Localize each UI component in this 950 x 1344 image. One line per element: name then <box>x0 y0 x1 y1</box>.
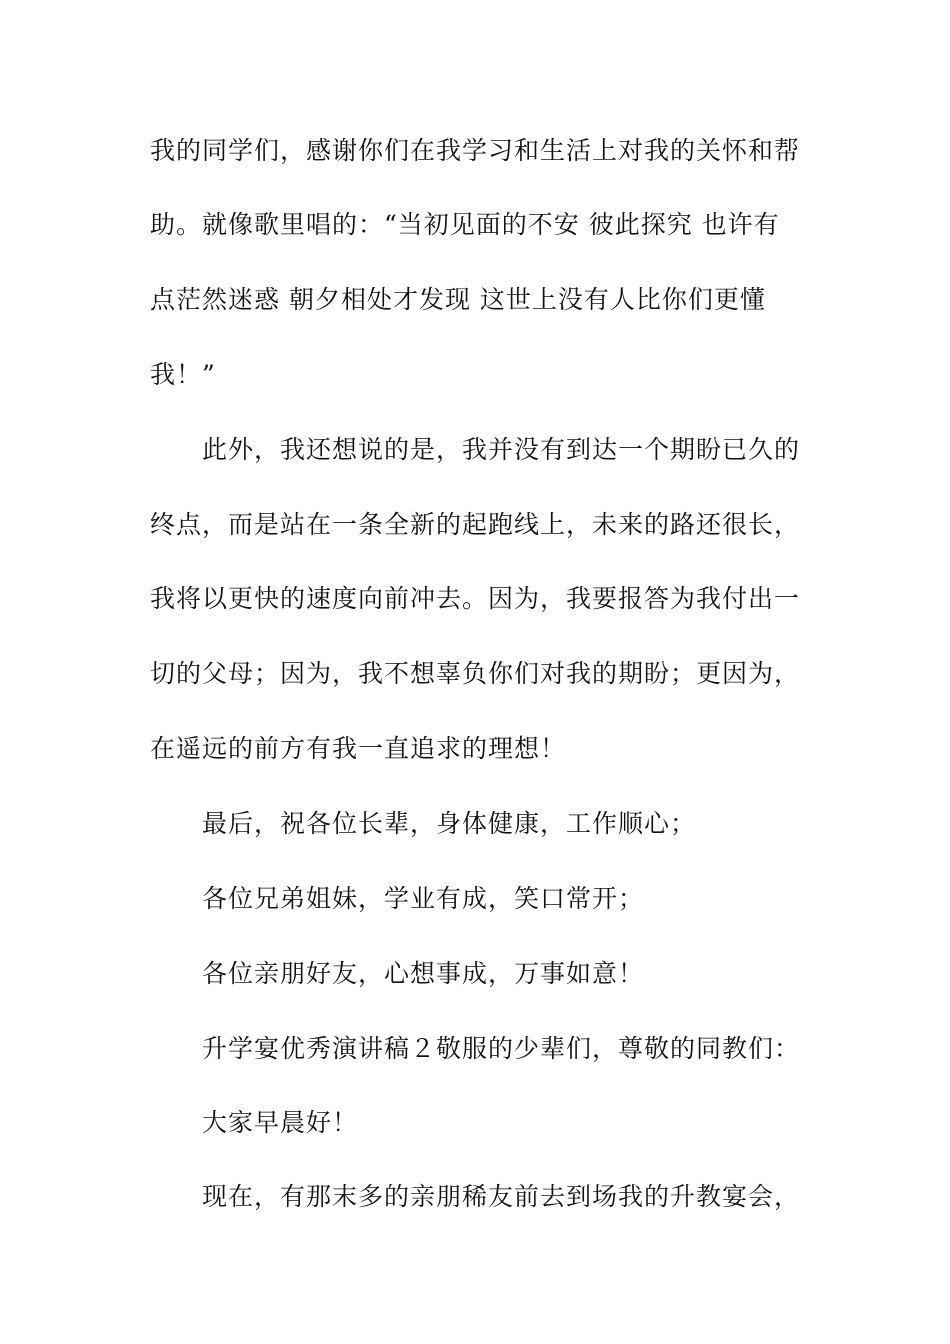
paragraph-line: 大家早晨好！ <box>202 1108 359 1137</box>
paragraph-line: 切的父母；因为，我不想辜负你们对我的期盼；更因为， <box>150 659 801 688</box>
paragraph-line: 助。就像歌里唱的：“当初见面的不安 彼此探究 也许有 <box>150 210 780 239</box>
paragraph-line: 我的同学们，感谢你们在我学习和生活上对我的关怀和帮 <box>150 136 801 165</box>
paragraph-line: 现在，有那末多的亲朋稀友前去到场我的升教宴会， <box>202 1182 801 1211</box>
paragraph-line: 在遥远的前方有我一直追求的理想！ <box>150 734 567 763</box>
paragraph-line: 我将以更快的速度向前冲去。因为，我要报答为我付出一 <box>150 584 801 613</box>
paragraph-line: 最后，祝各位长辈，身体健康，工作顺心； <box>202 809 697 838</box>
paragraph-line: 终点，而是站在一条全新的起跑线上，未来的路还很长， <box>150 510 801 539</box>
paragraph-line: 我！” <box>150 360 216 389</box>
paragraph-line: 各位兄弟姐妹，学业有成，笑口常开； <box>202 884 645 913</box>
paragraph-line: 此外，我还想说的是，我并没有到达一个期盼已久的 <box>202 435 801 464</box>
paragraph-line: 各位亲朋好友，心想事成，万事如意！ <box>202 959 645 988</box>
paragraph-line: 点茫然迷惑 朝夕相处才发现 这世上没有人比你们更懂 <box>150 285 766 314</box>
paragraph-line: 升学宴优秀演讲稿２敬服的少辈们，尊敬的同教们： <box>202 1034 801 1063</box>
